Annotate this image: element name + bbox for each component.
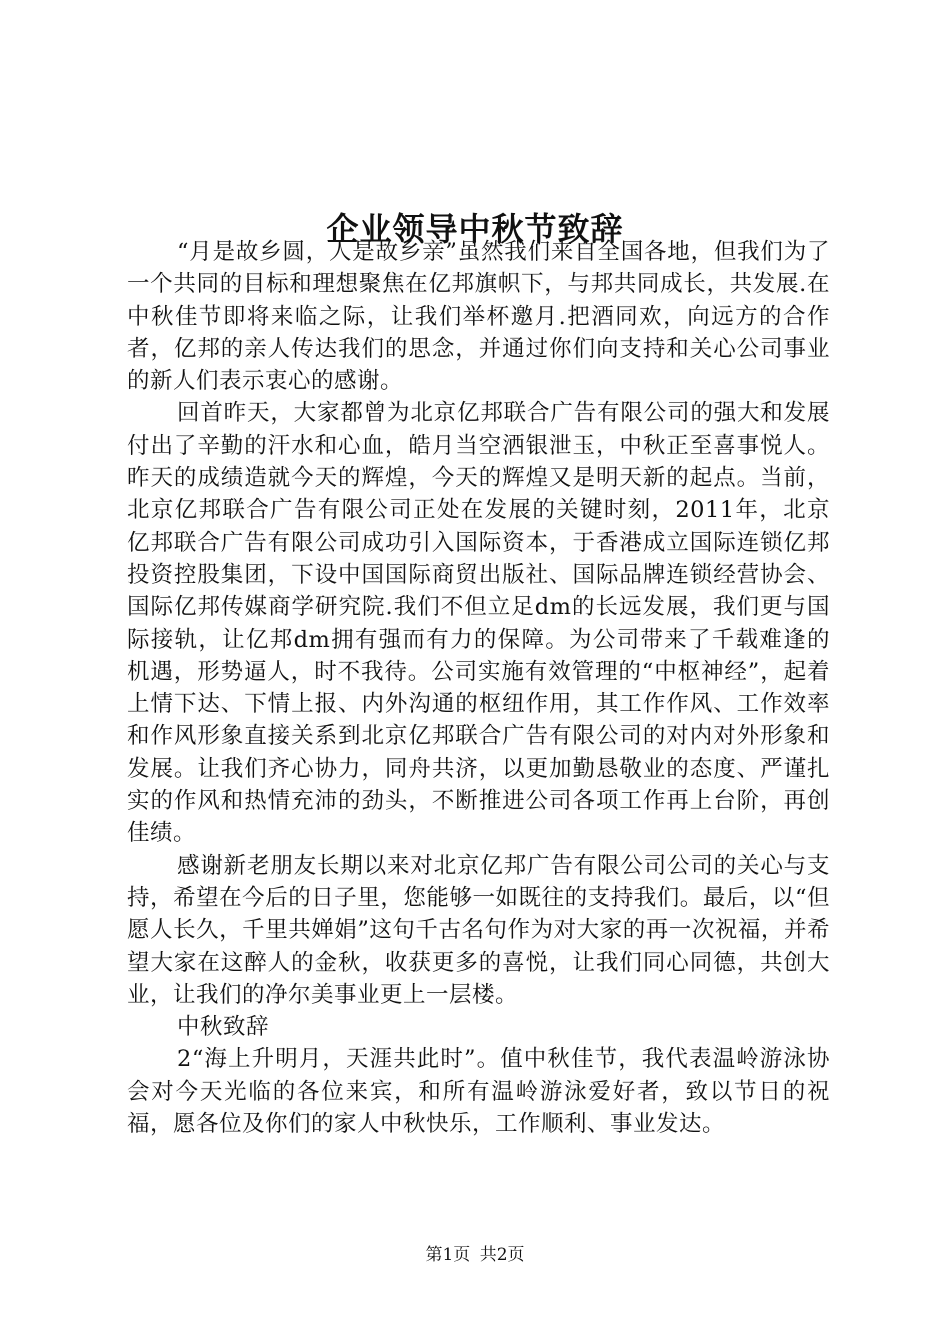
paragraph-thanks: 感谢新老朋友长期以来对北京亿邦广告有限公司公司的关心与支持，希望在今后的日子里，您能够一如既往的支持我们。最后，以“但愿人长久，千里共婵娟”这句千古名句作为对大家的再一次祝福，并希望大家在这醉人的金秋，收获更多的喜悦，让我们同心同德，共创大业，让我们的净尔美事业更上一层楼。 bbox=[127, 852, 830, 1008]
page-total: 共2页 bbox=[479, 1245, 525, 1265]
paragraph-greeting: “月是故乡圆，人是故乡亲”虽然我们来自全国各地，但我们为了一个共同的目标和理想聚焦在亿邦旗帜下，与邦共同成长，共发展.在中秋佳节即将来临之际，让我们举杯邀月.把酒同欢，向远方的合作者，亿邦的亲人传达我们的思念，并通过你们向支持和关心公司事业的新人们表示衷心的感谢。 bbox=[127, 239, 830, 395]
document-title: 企业领导中秋节致辞 bbox=[326, 210, 624, 249]
document-body bbox=[127, 236, 830, 1140]
page-number: 第1页 bbox=[425, 1245, 471, 1265]
paragraph-review: 回首昨天，大家都曾为北京亿邦联合广告有限公司的强大和发展付出了辛勤的汗水和心血，皓月当空洒银泄玉，中秋正至喜事悦人。昨天的成绩造就今天的辉煌，今天的辉煌又是明天新的起点。当前，北京亿邦联合广告有限公司正处在发展的关键时刻，2011年，北京亿邦联合广告有限公司成功引入国际资本，于香港成立国际连锁亿邦投资控股集团，下设中国国际商贸出版社、国际品牌连锁经营协会、国际亿邦传媒商学研究院.我们不但立足dm的长远发展，我们更与国际接轨，让亿邦dm拥有强而有力的保障。为公司带来了千载难逢的机遇，形势逼人，时不我待。公司实施有效管理的“中枢神经”，起着上情下达、下情上报、内外沟通的枢纽作用，其工作作风、工作效率和作风形象直接关系到北京亿邦联合广告有限公司的对内对外形象和发展。让我们齐心协力，同舟共济，以更加勤恳敬业的态度、严谨扎实的作风和热情充沛的劲头，不断推进公司各项工作再上台阶，再创佳绩。 bbox=[127, 400, 830, 847]
page-footer bbox=[0, 1244, 950, 1266]
paragraph-second-speech: 2“海上升明月，天涯共此时”。值中秋佳节，我代表温岭游泳协会对今天光临的各位来宾，和所有温岭游泳爱好者，致以节日的祝福，愿各位及你们的家人中秋快乐，工作顺利、事业发达。 bbox=[127, 1046, 830, 1138]
paragraph-subheading: 中秋致辞 bbox=[177, 1014, 270, 1041]
